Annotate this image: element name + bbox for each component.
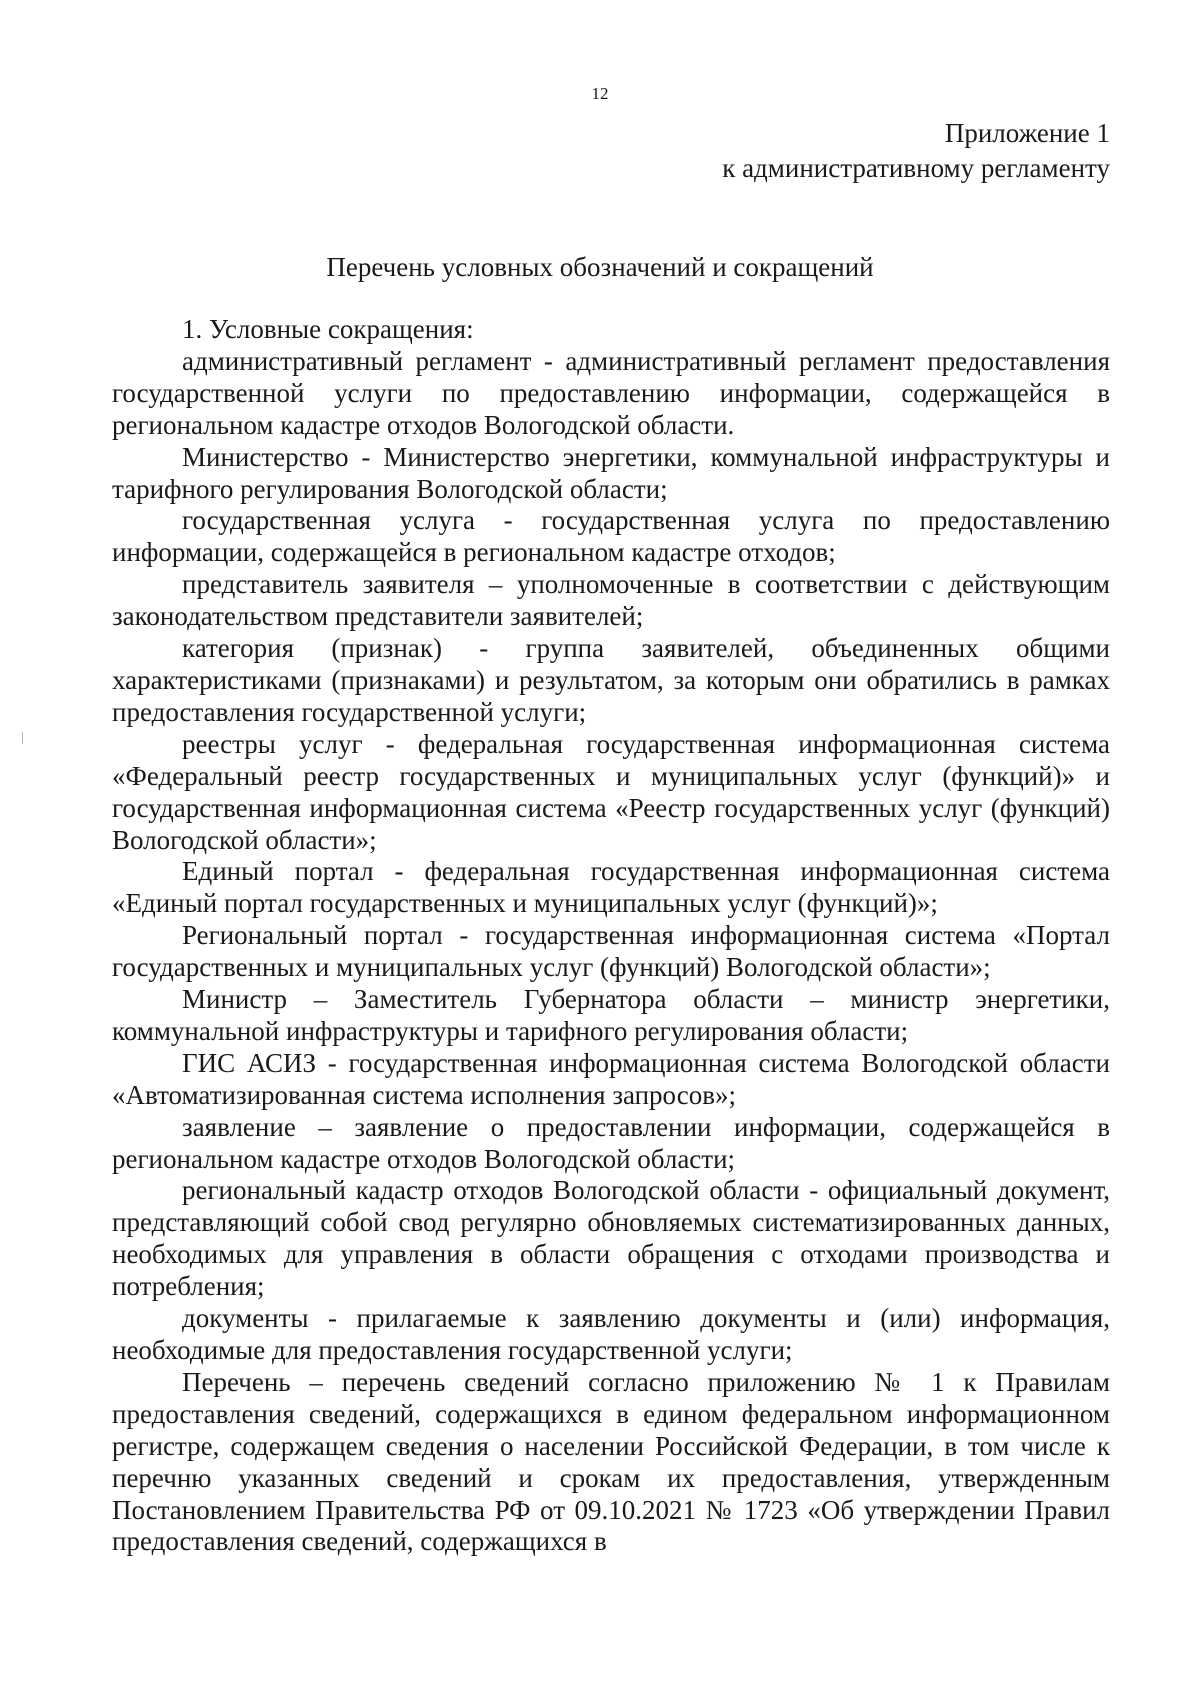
definition-paragraph: документы - прилагаемые к заявлению документы и (или) информация, необходимые для предоставления государственной услуги; xyxy=(112,1303,1110,1365)
definition-paragraph: Министерство - Министерство энергетики, коммунальной инфраструктуры и тарифного регулирования Вологодской области; xyxy=(112,441,1110,504)
definition-paragraph: Перечень – перечень сведений согласно приложению № 1 к Правилам предоставления сведений, содержащихся в едином федеральном информационном регистре, содержащем сведения о населении Российской Федерации, в том числе к перечню указанных сведений и срокам их предоставления, утвержденным Постановлением Правительства РФ от 09.10.2021 № 1723 «Об утверждении Правил предоставления сведений, содержащихся в xyxy=(112,1366,1110,1557)
appendix-line-1: Приложение 1 xyxy=(944,118,1110,148)
document-body xyxy=(112,314,1110,1558)
definition-paragraph: государственная услуга - государственная услуга по предоставлению информации, содержащейся в региональном кадастре отходов; xyxy=(112,505,1110,568)
definition-paragraph: Единый портал - федеральная государственная информационная система «Единый портал государственных и муниципальных услуг (функций)»; xyxy=(112,856,1110,919)
definition-paragraph: заявление – заявление о предоставлении информации, содержащейся в региональном кадастре отходов Вологодской области; xyxy=(112,1111,1110,1174)
page-number: 12 xyxy=(591,84,609,103)
appendix-line-2: к административному регламенту xyxy=(722,153,1110,183)
definition-paragraph: категория (признак) - группа заявителей, объединенных общими характеристиками (признаками) и результатом, за которым они обратились в рамках предоставления государственной услуги; xyxy=(112,633,1110,727)
definition-paragraph: представитель заявителя – уполномоченные в соответствии с действующим законодательством представители заявителей; xyxy=(112,569,1110,632)
definition-paragraph: Региональный портал - государственная информационная система «Портал государственных и муниципальных услуг (функций) Вологодской области»; xyxy=(112,920,1110,983)
definition-paragraph: административный регламент - административный регламент предоставления государственной услуги по предоставлению информации, содержащейся в региональном кадастре отходов Вологодской области. xyxy=(112,345,1110,440)
definition-paragraph: ГИС АСИЗ - государственная информационная система Вологодской области «Автоматизированная система исполнения запросов»; xyxy=(112,1047,1110,1110)
scan-margin-mark xyxy=(22,732,23,744)
appendix-header xyxy=(722,116,1110,186)
definition-paragraph: региональный кадастр отходов Вологодской области - официальный документ, представляющий собой свод регулярно обновляемых систематизированных данных, необходимых для управления в области обращения с отходами производства и потребления; xyxy=(112,1175,1110,1302)
definition-paragraph: Министр – Заместитель Губернатора области – министр энергетики, коммунальной инфраструктуры и тарифного регулирования области; xyxy=(112,984,1110,1046)
definition-paragraph: реестры услуг - федеральная государственная информационная система «Федеральный реестр государственных и муниципальных услуг (функций)» и государственная информационная система «Реестр государственных услуг (функций) Вологодской области»; xyxy=(112,728,1110,855)
document-title: Перечень условных обозначений и сокращений xyxy=(326,252,874,282)
section-heading: 1. Условные сокращения: xyxy=(182,314,474,344)
